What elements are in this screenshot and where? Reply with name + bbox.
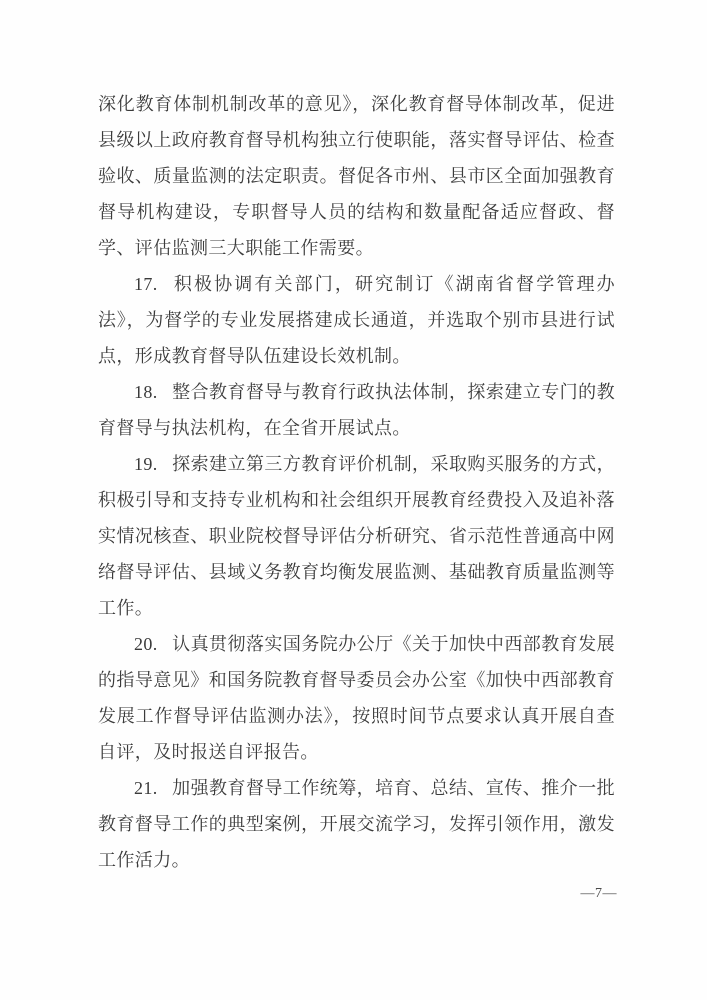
item-number: 18. [134, 382, 158, 402]
list-item-17 [98, 266, 615, 374]
item-number: 19. [134, 454, 158, 474]
paragraph-continuation: 深化教育体制机制改革的意见》，深化教育督导体制改革，促进县级以上政府教育督导机构独立行使职能，落实督导评估、检查验收、质量监测的法定职责。督促各市州、县市区全面加强教育督导机构建设，专职督导人员的结构和数量配备适应督政、督学、评估监测三大职能工作需要。 [98, 94, 615, 258]
list-item-19 [98, 446, 615, 626]
list-item-21 [98, 770, 615, 878]
item-number: 20. [134, 634, 158, 654]
document-body [98, 86, 615, 878]
item-number: 17. [134, 274, 158, 294]
list-item-20 [98, 626, 615, 770]
item-text: 认真贯彻落实国务院办公厅《关于加快中西部教育发展的指导意见》和国务院教育督导委员会办公室《加快中西部教育发展工作督导评估监测办法》，按照时间节点要求认真开展自查自评，及时报送自评报告。 [98, 634, 615, 762]
item-text: 探索建立第三方教育评价机制，采取购买服务的方式，积极引导和支持专业机构和社会组织开展教育经费投入及追补落实情况核查、职业院校督导评估分析研究、省示范性普通高中网络督导评估、县域义务教育均衡发展监测、基础教育质量监测等工作。 [98, 454, 615, 618]
page-number: —7— [580, 886, 617, 901]
item-text: 加强教育督导工作统筹，培育、总结、宣传、推介一批教育督导工作的典型案例，开展交流学习，发挥引领作用，激发工作活力。 [98, 778, 615, 870]
list-item-18 [98, 374, 615, 446]
item-number: 21. [134, 778, 158, 798]
item-text: 整合教育督导与教育行政执法体制，探索建立专门的教育督导与执法机构，在全省开展试点。 [98, 382, 615, 438]
item-text: 积极协调有关部门，研究制订《湖南省督学管理办法》，为督学的专业发展搭建成长通道，并选取个别市县进行试点，形成教育督导队伍建设长效机制。 [98, 274, 615, 366]
